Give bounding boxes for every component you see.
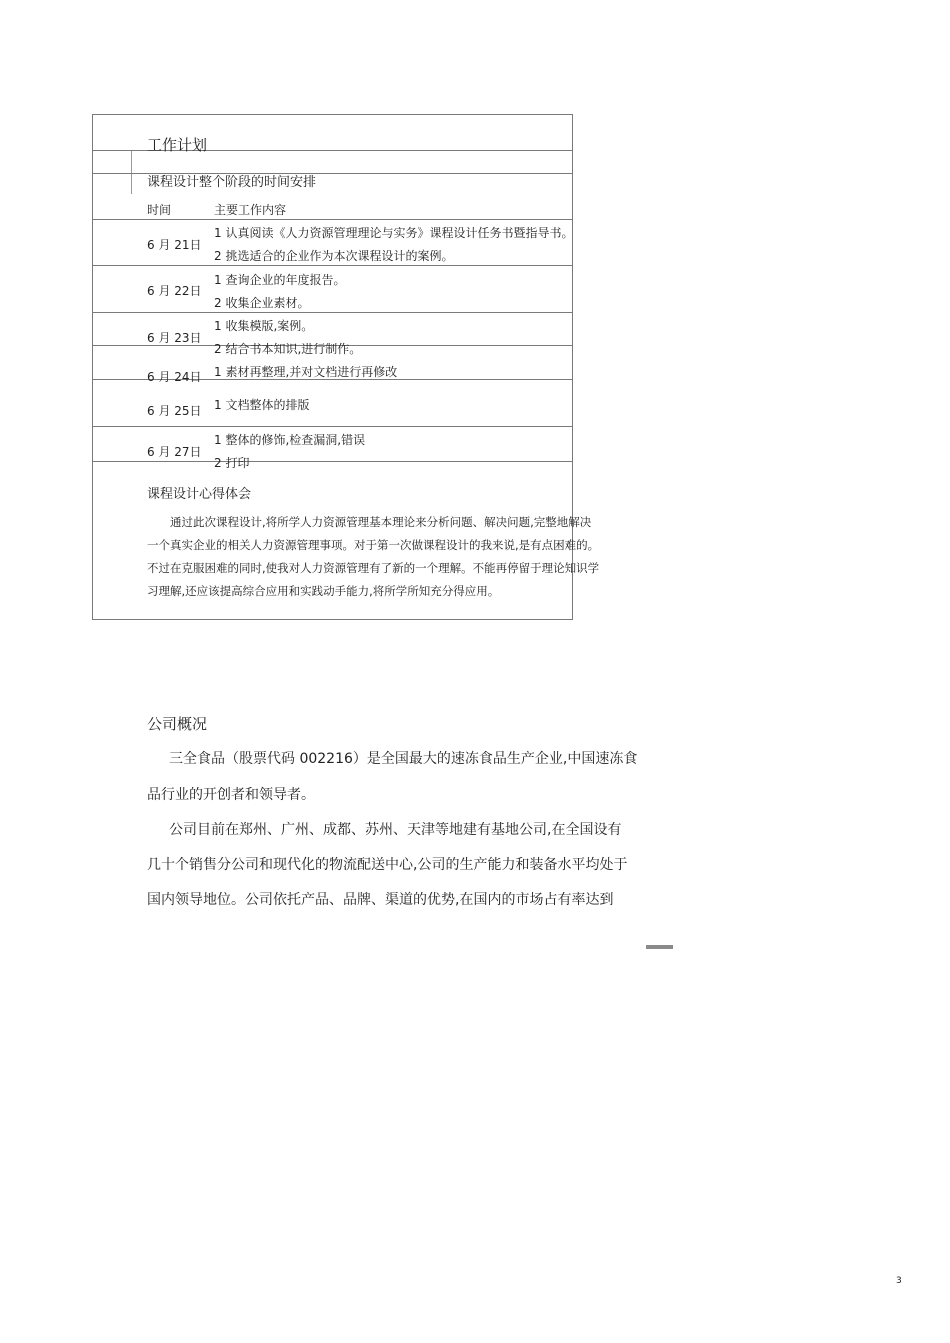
- plan-title: 工作计划: [147, 136, 208, 154]
- reflection-heading: 课程设计心得体会: [147, 487, 252, 502]
- company-paragraph-line: 品行业的开创者和领导者。: [147, 787, 315, 803]
- row-task: 2 结合书本知识,进行制作。: [214, 342, 362, 356]
- company-paragraph-line: 公司目前在郑州、广州、成都、苏州、天津等地建有基地公司,在全国设有: [169, 822, 622, 838]
- reflection-line: 习理解,还应该提高综合应用和实践动手能力,将所学所知充分得应用。: [147, 584, 500, 598]
- reflection-line: 不过在克服困难的同时,使我对人力资源管理有了新的一个理解。不能再停留于理论知识学: [147, 561, 600, 575]
- row-task: 2 打印: [214, 456, 250, 470]
- row-date: 6 月 25日: [147, 404, 202, 418]
- row-task: 1 素材再整理,并对文档进行再修改: [214, 365, 398, 379]
- row-date: 6 月 21日: [147, 238, 202, 252]
- company-heading: 公司概况: [147, 715, 208, 733]
- decorative-bar: [646, 945, 673, 949]
- row-date: 6 月 27日: [147, 445, 202, 459]
- table-rule: [92, 312, 573, 313]
- table-rule: [92, 461, 573, 462]
- column-header-time: 时间: [147, 203, 172, 217]
- page-number: 3: [896, 1276, 902, 1286]
- row-task: 1 整体的修饰,检查漏洞,错误: [214, 433, 366, 447]
- row-task: 2 挑选适合的企业作为本次课程设计的案例。: [214, 249, 454, 263]
- row-date: 6 月 23日: [147, 331, 202, 345]
- schedule-heading: 课程设计整个阶段的时间安排: [147, 175, 317, 190]
- reflection-line: 一个真实企业的相关人力资源管理事项。对于第一次做课程设计的我来说,是有点困难的。: [147, 538, 600, 552]
- row-task: 1 收集模版,案例。: [214, 319, 314, 333]
- company-paragraph-line: 三全食品（股票代码 002216）是全国最大的速冻食品生产企业,中国速冻食: [169, 751, 638, 767]
- table-rule: [92, 265, 573, 266]
- row-task: 1 查询企业的年度报告。: [214, 273, 346, 287]
- company-paragraph-line: 几十个销售分公司和现代化的物流配送中心,公司的生产能力和装备水平均处于: [147, 857, 628, 873]
- table-rule: [92, 426, 573, 427]
- table-rule: [92, 219, 573, 220]
- row-date: 6 月 24日: [147, 370, 202, 384]
- reflection-line: 通过此次课程设计,将所学人力资源管理基本理论来分析问题、解决问题,完整地解决: [170, 515, 592, 529]
- row-task: 1 文档整体的排版: [214, 398, 310, 412]
- row-date: 6 月 22日: [147, 284, 202, 298]
- table-column-divider: [131, 150, 132, 194]
- row-task: 1 认真阅读《人力资源管理理论与实务》课程设计任务书暨指导书。: [214, 226, 574, 240]
- company-paragraph-line: 国内领导地位。公司依托产品、品牌、渠道的优势,在国内的市场占有率达到: [147, 892, 614, 908]
- row-task: 2 收集企业素材。: [214, 296, 310, 310]
- column-header-content: 主要工作内容: [214, 203, 287, 217]
